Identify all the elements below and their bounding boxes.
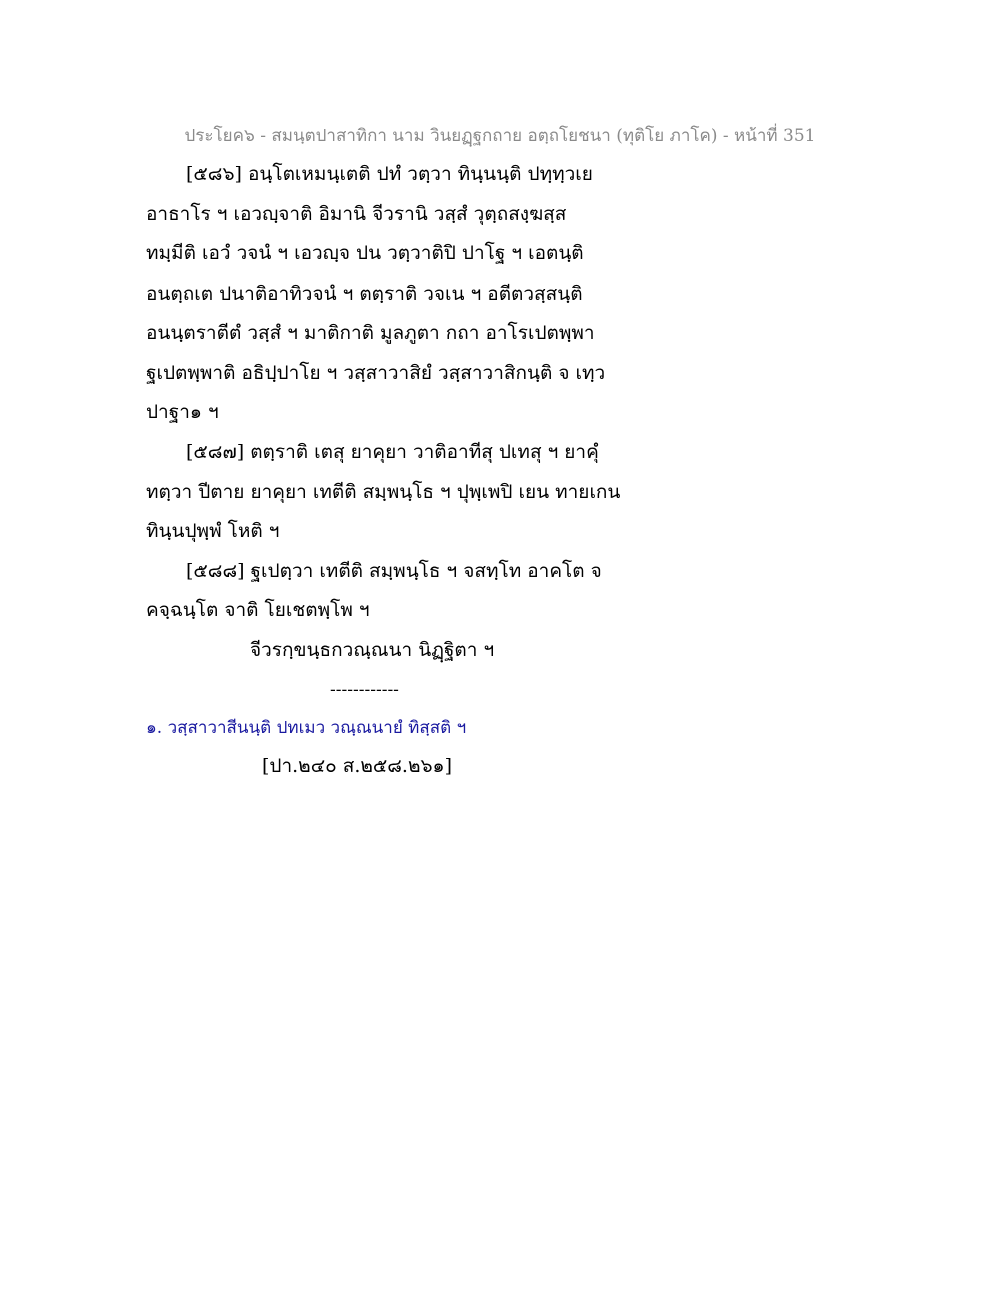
footnote-text: ๑. วสฺสาวาสีนนฺติ ปทเมว วณฺณนายํ ทิสฺสติ ฯ bbox=[146, 718, 467, 738]
footnote-divider: ------------ bbox=[330, 680, 399, 700]
section-closing-line: จีวรกฺขนฺธกวณฺณนา นิฏฺฐิตา ฯ bbox=[250, 639, 495, 661]
body-line: อนนฺตราตีตํ วสฺสํ ฯ มาติกาติ มูลภูตา กถา อาโรเปตพฺพา bbox=[146, 322, 595, 344]
page-header: ประโยค๖ - สมนฺตปาสาทิกา นาม วินยฏฺฐกถาย อตฺถโยชนา (ทุติโย ภาโค) - หน้าที่ 351 bbox=[184, 126, 816, 146]
body-line: อาธาโร ฯ เอวญฺจาติ อิมานิ จีวรานิ วสฺสํ วุตฺถสงฺฆสฺส bbox=[146, 203, 567, 225]
body-line: คจฺฉนฺโต จาติ โยเชตพฺโพ ฯ bbox=[146, 599, 370, 621]
body-line: อนตฺถเต ปนาติอาทิวจนํ ฯ ตตฺราติ วจเน ฯ อตีตวสฺสนฺติ bbox=[146, 283, 583, 305]
body-line: ทมฺมีติ เอวํ วจนํ ฯ เอวญฺจ ปน วตฺวาติปิ ปาโฐ ฯ เอตนฺติ bbox=[146, 242, 584, 264]
body-line: [๕๘๘] ฐเปตฺวา เทตีติ สมฺพนฺโธ ฯ จสทฺโท อาคโต จ bbox=[186, 560, 602, 582]
body-line: ฐเปตพฺพาติ อธิปฺปาโย ฯ วสฺสาวาสิยํ วสฺสาวาสิกนฺติ จ เทฺว bbox=[146, 362, 606, 384]
body-line: [๕๘๖] อนฺโตเหมนฺเตติ ปทํ วตฺวา ทินฺนนฺติ ปทฺทฺวเย bbox=[186, 163, 593, 185]
body-line: ปาฐา๑ ฯ bbox=[146, 401, 219, 423]
body-line: [๕๘๗] ตตฺราติ เตสุ ยาคุยา วาติอาทีสุ ปเทสุ ฯ ยาคุํ bbox=[186, 441, 599, 463]
body-line: ทตฺวา ปีตาย ยาคุยา เทตีติ สมฺพนฺโธ ฯ ปุพฺเพปิ เยน ทายเกน bbox=[146, 481, 621, 503]
page-reference: [ปา.๒๔๐ ส.๒๕๘.๒๖๑] bbox=[262, 755, 453, 777]
body-line: ทินฺนปุพฺพํ โหติ ฯ bbox=[146, 520, 280, 542]
